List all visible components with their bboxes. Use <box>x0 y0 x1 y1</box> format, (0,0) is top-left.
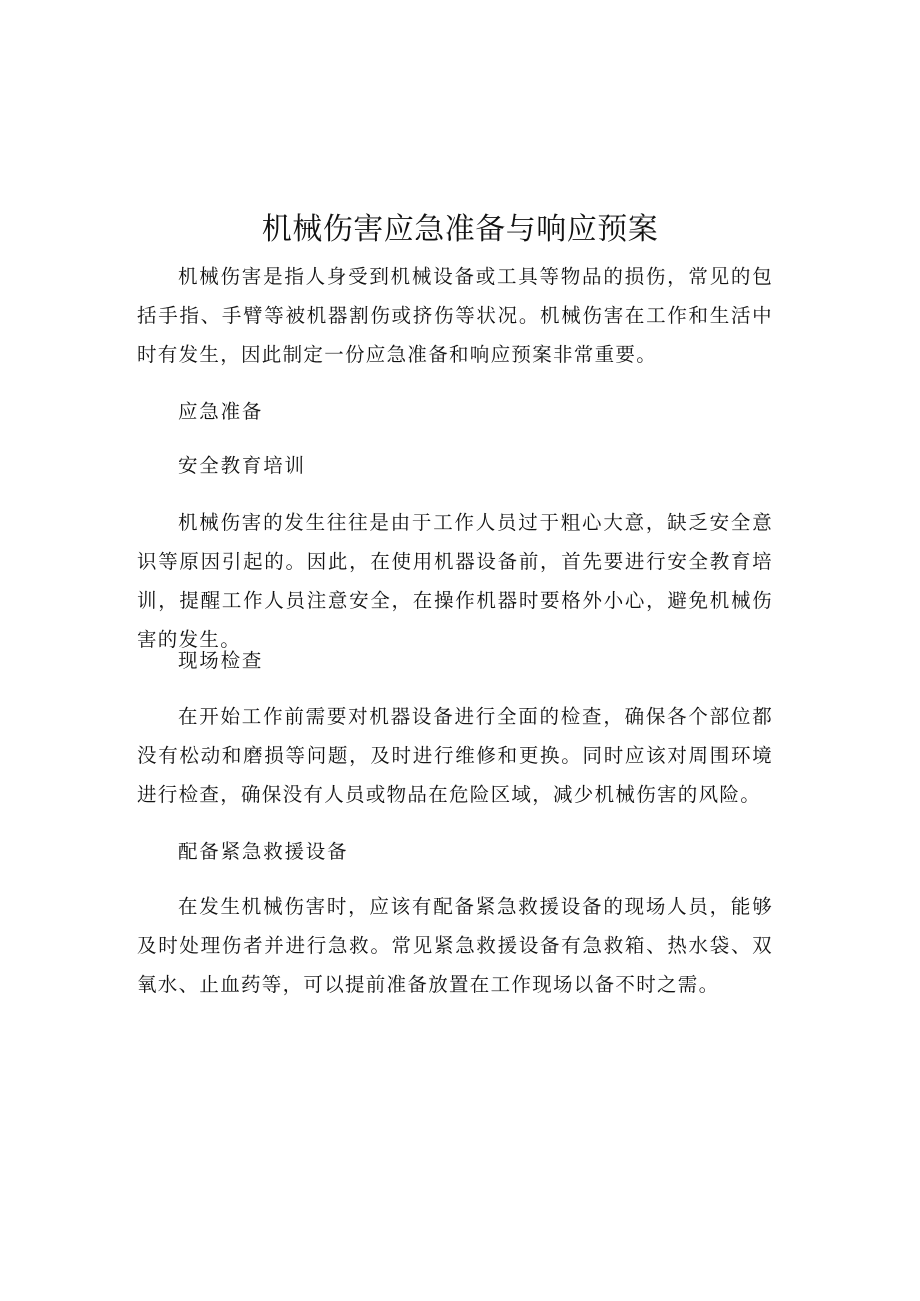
paragraph-site-inspection: 在开始工作前需要对机器设备进行全面的检查，确保各个部位都没有松动和磨损等问题，及时进行维修和更换。同时应该对周围环境进行检查，确保没有人员或物品在危险区域，减少机械伤害的风险。 <box>137 705 773 806</box>
subsection-heading-site-inspection: 现场检查 <box>178 649 264 672</box>
paragraph-safety-training: 机械伤害的发生往往是由于工作人员过于粗心大意，缺乏安全意识等原因引起的。因此，在使用机器设备前，首先要进行安全教育培训，提醒工作人员注意安全，在操作机器时要格外小心，避免机械伤害的发生。 <box>137 511 773 651</box>
section-heading-emergency-preparation: 应急准备 <box>178 400 264 423</box>
intro-paragraph: 机械伤害是指人身受到机械设备或工具等物品的损伤，常见的包括手指、手臂等被机器割伤或挤伤等状况。机械伤害在工作和生活中时有发生，因此制定一份应急准备和响应预案非常重要。 <box>137 265 773 366</box>
paragraph-emergency-equipment: 在发生机械伤害时，应该有配备紧急救援设备的现场人员，能够及时处理伤者并进行急救。常见紧急救援设备有急救箱、热水袋、双氧水、止血药等，可以提前准备放置在工作现场以备不时之需。 <box>137 895 773 996</box>
subsection-heading-emergency-equipment: 配备紧急救援设备 <box>178 840 349 863</box>
document-title: 机械伤害应急准备与响应预案 <box>261 212 659 247</box>
subsection-heading-safety-training: 安全教育培训 <box>178 454 306 477</box>
